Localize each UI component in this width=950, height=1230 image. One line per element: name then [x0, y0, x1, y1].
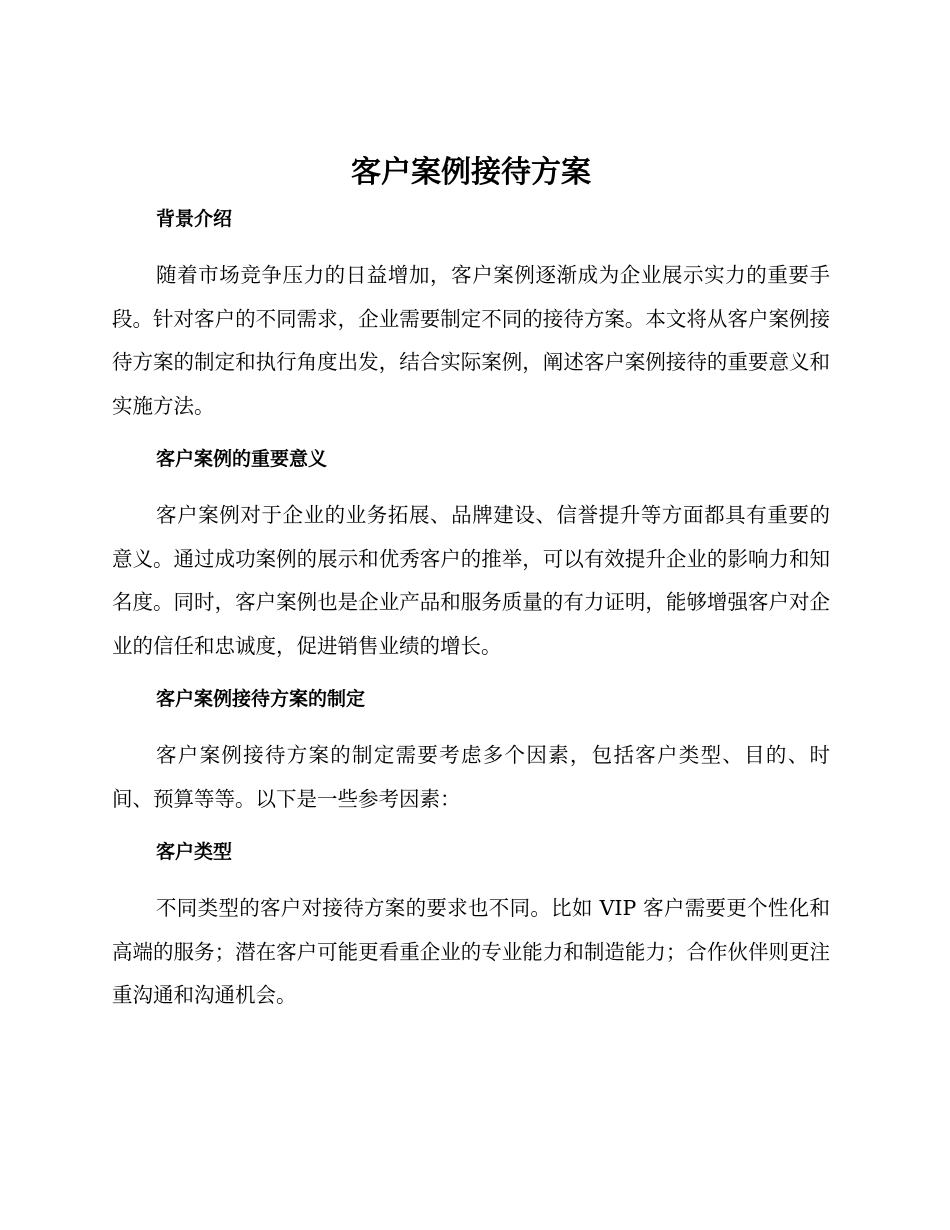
section-paragraph-importance: 客户案例对于企业的业务拓展、品牌建设、信誉提升等方面都具有重要的意义。通过成功案例的展示和优秀客户的推举，可以有效提升企业的影响力和知名度。同时，客户案例也是企业产品和服务质量的有力证明，能够增强客户对企业的信任和忠诚度，促进销售业绩的增长。 — [112, 503, 830, 658]
spacer — [112, 428, 830, 444]
section-paragraph-plan-formulation: 客户案例接待方案的制定需要考虑多个因素，包括客户类型、目的、时间、预算等等。以下是一些参考因素： — [112, 743, 830, 811]
section-heading-plan-formulation: 客户案例接待方案的制定 — [156, 688, 366, 710]
section-heading-customer-type: 客户类型 — [156, 841, 233, 863]
spacer — [112, 821, 830, 837]
section-heading-background: 背景介绍 — [156, 208, 233, 230]
section-paragraph-customer-type: 不同类型的客户对接待方案的要求也不同。比如 VIP 客户需要更个性化和高端的服务；潜在客户可能更看重企业的专业能力和制造能力；合作伙伴则更注重沟通和沟通机会。 — [112, 896, 830, 1007]
spacer — [112, 474, 830, 494]
section-heading-importance: 客户案例的重要意义 — [156, 448, 328, 470]
document-body — [112, 148, 830, 1018]
document-title: 客户案例接待方案 — [351, 155, 591, 190]
spacer — [112, 867, 830, 887]
spacer — [112, 234, 830, 254]
spacer — [112, 668, 830, 684]
section-paragraph-background: 随着市场竞争压力的日益增加，客户案例逐渐成为企业展示实力的重要手段。针对客户的不同需求，企业需要制定不同的接待方案。本文将从客户案例接待方案的制定和执行角度出发，结合实际案例，阐述客户案例接待的重要意义和实施方法。 — [112, 263, 830, 418]
spacer — [112, 714, 830, 734]
